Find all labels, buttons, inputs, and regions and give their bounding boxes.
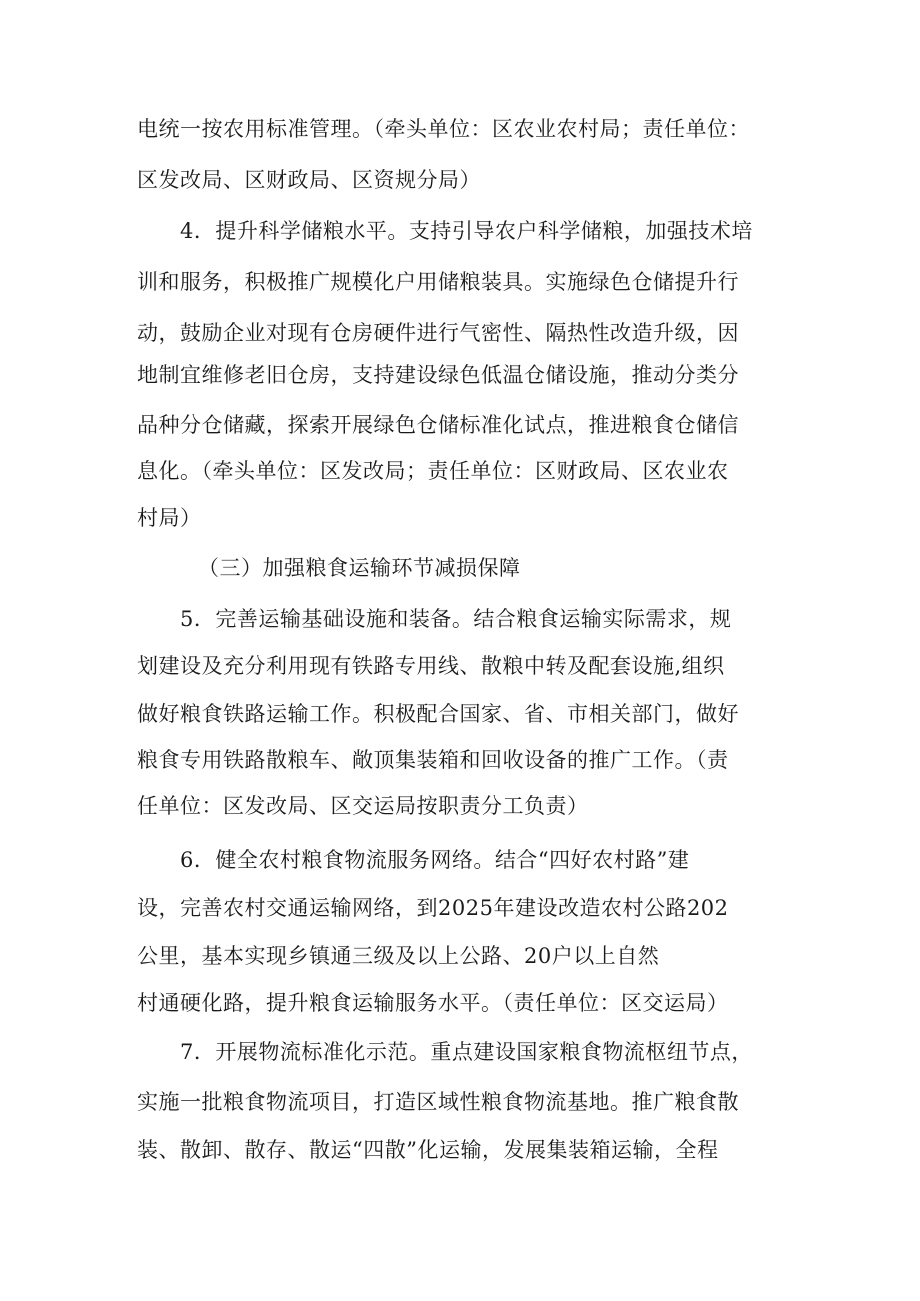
text-line: 任单位：区发改局、区交运局按职责分工负责） [137, 794, 589, 818]
text-line: 设，完善农村交通运输网络，到2025年建设改造农村公路202 [137, 896, 729, 920]
text-line: 训和服务，积极推广规模化户用储粮装具。实施绿色仓储提升行 [137, 270, 739, 294]
text-line: 区发改局、区财政局、区资规分局） [137, 168, 481, 192]
text-line: 电统一按农用标准管理。（牵头单位：区农业农村局；责任单位： [137, 117, 750, 141]
section-heading: （三）加强粮食运输环节减损保障 [198, 556, 521, 580]
text-line: 息化。（牵头单位：区发改局；责任单位：区财政局、区农业农 [137, 459, 729, 483]
text-line: 地制宜维修老旧仓房，支持建设绿色低温仓储设施，推动分类分 [137, 363, 739, 387]
text-line: 品种分仓储藏，探索开展绿色仓储标准化试点，推进粮食仓储信 [137, 413, 739, 437]
text-line: 划建设及充分利用现有铁路专用线、散粮中转及配套设施,组织 [137, 654, 725, 678]
paragraph-start: 6．健全农村粮食物流服务网络。结合“四好农村路”建 [180, 848, 690, 872]
text-line: 装、散卸、散存、散运“四散”化运输，发展集装箱运输，全程 [137, 1138, 719, 1162]
text-line: 动，鼓励企业对现有仓房硬件进行气密性、隔热性改造升级，因 [137, 321, 739, 345]
text-line: 做好粮食铁路运输工作。积极配合国家、省、市相关部门，做好 [137, 702, 739, 726]
paragraph-start: 7．开展物流标准化示范。重点建设国家粮食物流枢纽节点， [180, 1040, 753, 1064]
text-line: 村局） [137, 506, 202, 530]
text-line: 粮食专用铁路散粮车、敞顶集装箱和回收设备的推广工作。（责 [137, 748, 729, 772]
paragraph-start: 4．提升科学储粮水平。支持引导农户科学储粮，加强技术培 [180, 219, 753, 243]
paragraph-start: 5．完善运输基础设施和装备。结合粮食运输实际需求，规 [180, 607, 732, 631]
text-line: 实施一批粮食物流项目，打造区域性粮食物流基地。推广粮食散 [137, 1090, 739, 1114]
text-line: 村通硬化路，提升粮食运输服务水平。（责任单位：区交运局） [137, 991, 729, 1015]
text-line: 公里，基本实现乡镇通三级及以上公路、20户以上自然 [137, 944, 660, 968]
